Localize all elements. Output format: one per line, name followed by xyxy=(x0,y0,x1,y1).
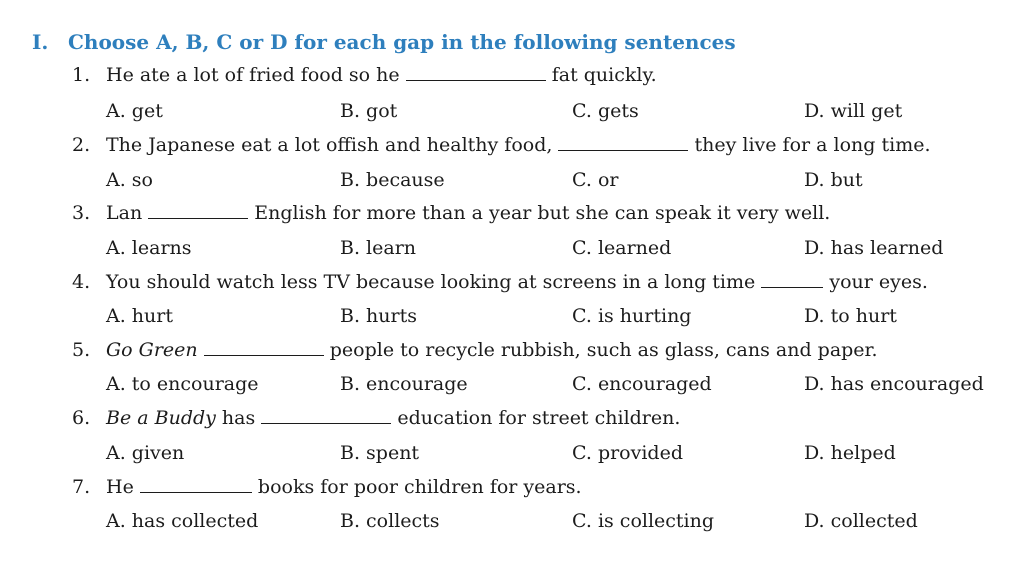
question-number: 1. xyxy=(72,64,91,86)
question-6 xyxy=(72,407,680,429)
question-text-before: has xyxy=(221,407,256,429)
question-number: 5. xyxy=(72,339,91,361)
option-b[interactable]: B. encourage xyxy=(340,373,468,395)
option-a[interactable]: A. to encourage xyxy=(106,373,259,395)
question-2 xyxy=(72,134,931,156)
answer-blank[interactable] xyxy=(261,409,391,424)
answer-blank[interactable] xyxy=(148,204,248,219)
option-d[interactable]: D. has learned xyxy=(804,237,944,259)
question-7 xyxy=(72,476,582,498)
question-1 xyxy=(72,64,657,86)
option-c[interactable]: C. provided xyxy=(572,442,684,464)
option-d[interactable]: D. collected xyxy=(804,510,918,532)
section-title: Choose A, B, C or D for each gap in the following sentences xyxy=(68,30,736,54)
option-c[interactable]: C. encouraged xyxy=(572,373,712,395)
answer-blank[interactable] xyxy=(558,136,688,151)
question-number: 2. xyxy=(72,134,91,156)
option-d[interactable]: D. helped xyxy=(804,442,896,464)
question-5 xyxy=(72,339,878,361)
question-text-after: fat quickly. xyxy=(551,64,657,86)
question-4 xyxy=(72,271,928,293)
question-number: 3. xyxy=(72,202,91,224)
question-text-after: people to recycle rubbish, such as glass, cans and paper. xyxy=(329,339,878,361)
option-c[interactable]: C. learned xyxy=(572,237,672,259)
question-text-before: Lan xyxy=(106,202,143,224)
option-d[interactable]: D. has encouraged xyxy=(804,373,984,395)
option-d[interactable]: D. but xyxy=(804,169,863,191)
question-text-before: He xyxy=(106,476,134,498)
option-c[interactable]: C. gets xyxy=(572,100,639,122)
option-d[interactable]: D. will get xyxy=(804,100,903,122)
option-c[interactable]: C. is collecting xyxy=(572,510,715,532)
question-number: 7. xyxy=(72,476,91,498)
option-c[interactable]: C. or xyxy=(572,169,619,191)
question-text-after: books for poor children for years. xyxy=(257,476,582,498)
option-a[interactable]: A. given xyxy=(106,442,185,464)
option-a[interactable]: A. so xyxy=(106,169,153,191)
organization-name: Be a Buddy xyxy=(106,407,216,429)
option-b[interactable]: B. collects xyxy=(340,510,440,532)
option-a[interactable]: A. learns xyxy=(106,237,192,259)
option-b[interactable]: B. got xyxy=(340,100,398,122)
option-d[interactable]: D. to hurt xyxy=(804,305,897,327)
section-heading xyxy=(32,30,736,54)
question-3 xyxy=(72,202,830,224)
option-a[interactable]: A. get xyxy=(106,100,163,122)
answer-blank[interactable] xyxy=(204,341,324,356)
question-number: 4. xyxy=(72,271,91,293)
option-b[interactable]: B. hurts xyxy=(340,305,417,327)
option-c[interactable]: C. is hurting xyxy=(572,305,692,327)
organization-name: Go Green xyxy=(106,339,198,361)
option-b[interactable]: B. because xyxy=(340,169,445,191)
question-text-after: English for more than a year but she can speak it very well. xyxy=(254,202,831,224)
question-number: 6. xyxy=(72,407,91,429)
option-b[interactable]: B. learn xyxy=(340,237,417,259)
question-text-after: they live for a long time. xyxy=(694,134,931,156)
option-a[interactable]: A. hurt xyxy=(106,305,173,327)
answer-blank[interactable] xyxy=(140,478,252,493)
question-text-before: He ate a lot of fried food so he xyxy=(106,64,400,86)
question-text-before: The Japanese eat a lot offish and healthy food, xyxy=(106,134,553,156)
section-number: I. xyxy=(32,30,49,54)
question-text-after: education for street children. xyxy=(397,407,681,429)
answer-blank[interactable] xyxy=(406,66,546,81)
answer-blank[interactable] xyxy=(761,273,823,288)
option-a[interactable]: A. has collected xyxy=(106,510,259,532)
question-text-before: You should watch less TV because looking at screens in a long time xyxy=(106,271,756,293)
option-b[interactable]: B. spent xyxy=(340,442,420,464)
question-text-after: your eyes. xyxy=(829,271,928,293)
